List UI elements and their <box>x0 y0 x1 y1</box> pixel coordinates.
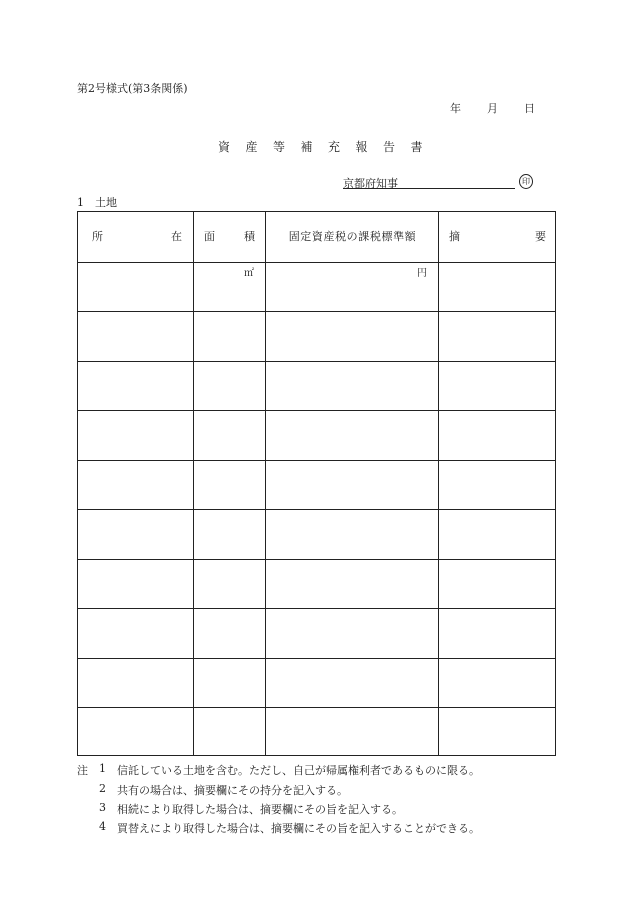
land-table <box>77 211 556 756</box>
note-text: 買替えにより取得した場合は、摘要欄にその旨を記入することができる。 <box>117 822 480 835</box>
seal-icon: 印 <box>519 174 533 189</box>
row-divider <box>78 608 555 609</box>
date-year-label: 年 <box>450 102 461 115</box>
header-area <box>194 212 266 261</box>
note-number: 2 <box>99 782 106 795</box>
unit-square-meter: ㎡ <box>244 268 254 279</box>
section-title: 土地 <box>95 196 117 209</box>
document-title: 資産等補充報告書 <box>218 140 439 154</box>
note-number: 4 <box>99 820 106 833</box>
note-number: 3 <box>99 801 106 814</box>
notes-lead: 注 <box>77 764 88 777</box>
date-line <box>450 100 535 116</box>
addressee-underline <box>343 188 515 189</box>
column-divider <box>438 212 439 755</box>
addressee-block <box>343 175 533 189</box>
row-divider <box>78 410 555 411</box>
row-divider <box>78 509 555 510</box>
column-divider <box>265 212 266 755</box>
header-area-char-2: 積 <box>244 230 255 243</box>
row-divider <box>78 262 555 263</box>
row-divider <box>78 311 555 312</box>
row-divider <box>78 707 555 708</box>
row-divider <box>78 460 555 461</box>
row-divider <box>78 658 555 659</box>
header-location <box>78 212 194 261</box>
unit-yen: 円 <box>417 268 427 279</box>
header-location-char-1: 所 <box>92 230 103 243</box>
header-remarks-char-1: 摘 <box>449 230 460 243</box>
note-text: 信託している土地を含む。ただし、自己が帰属権利者であるものに限る。 <box>117 764 480 777</box>
header-tax-base: 固定資産税の課税標準額 <box>288 230 417 243</box>
date-month-label: 月 <box>487 102 498 115</box>
row-divider <box>78 361 555 362</box>
column-divider <box>193 212 194 755</box>
section-heading <box>77 194 117 210</box>
header-area-char-1: 面 <box>204 230 215 243</box>
date-day-label: 日 <box>524 102 535 115</box>
header-location-char-2: 在 <box>171 230 182 243</box>
header-remarks-char-2: 要 <box>535 230 546 243</box>
note-text: 相続により取得した場合は、摘要欄にその旨を記入する。 <box>117 803 403 816</box>
note-number: 1 <box>99 762 106 775</box>
header-remarks <box>439 212 557 261</box>
form-number: 第2号様式(第3条関係) <box>77 82 188 95</box>
addressee-label: 京都府知事 <box>343 177 398 190</box>
row-divider <box>78 559 555 560</box>
note-text: 共有の場合は、摘要欄にその持分を記入する。 <box>117 784 348 797</box>
section-number: 1 <box>77 196 84 209</box>
